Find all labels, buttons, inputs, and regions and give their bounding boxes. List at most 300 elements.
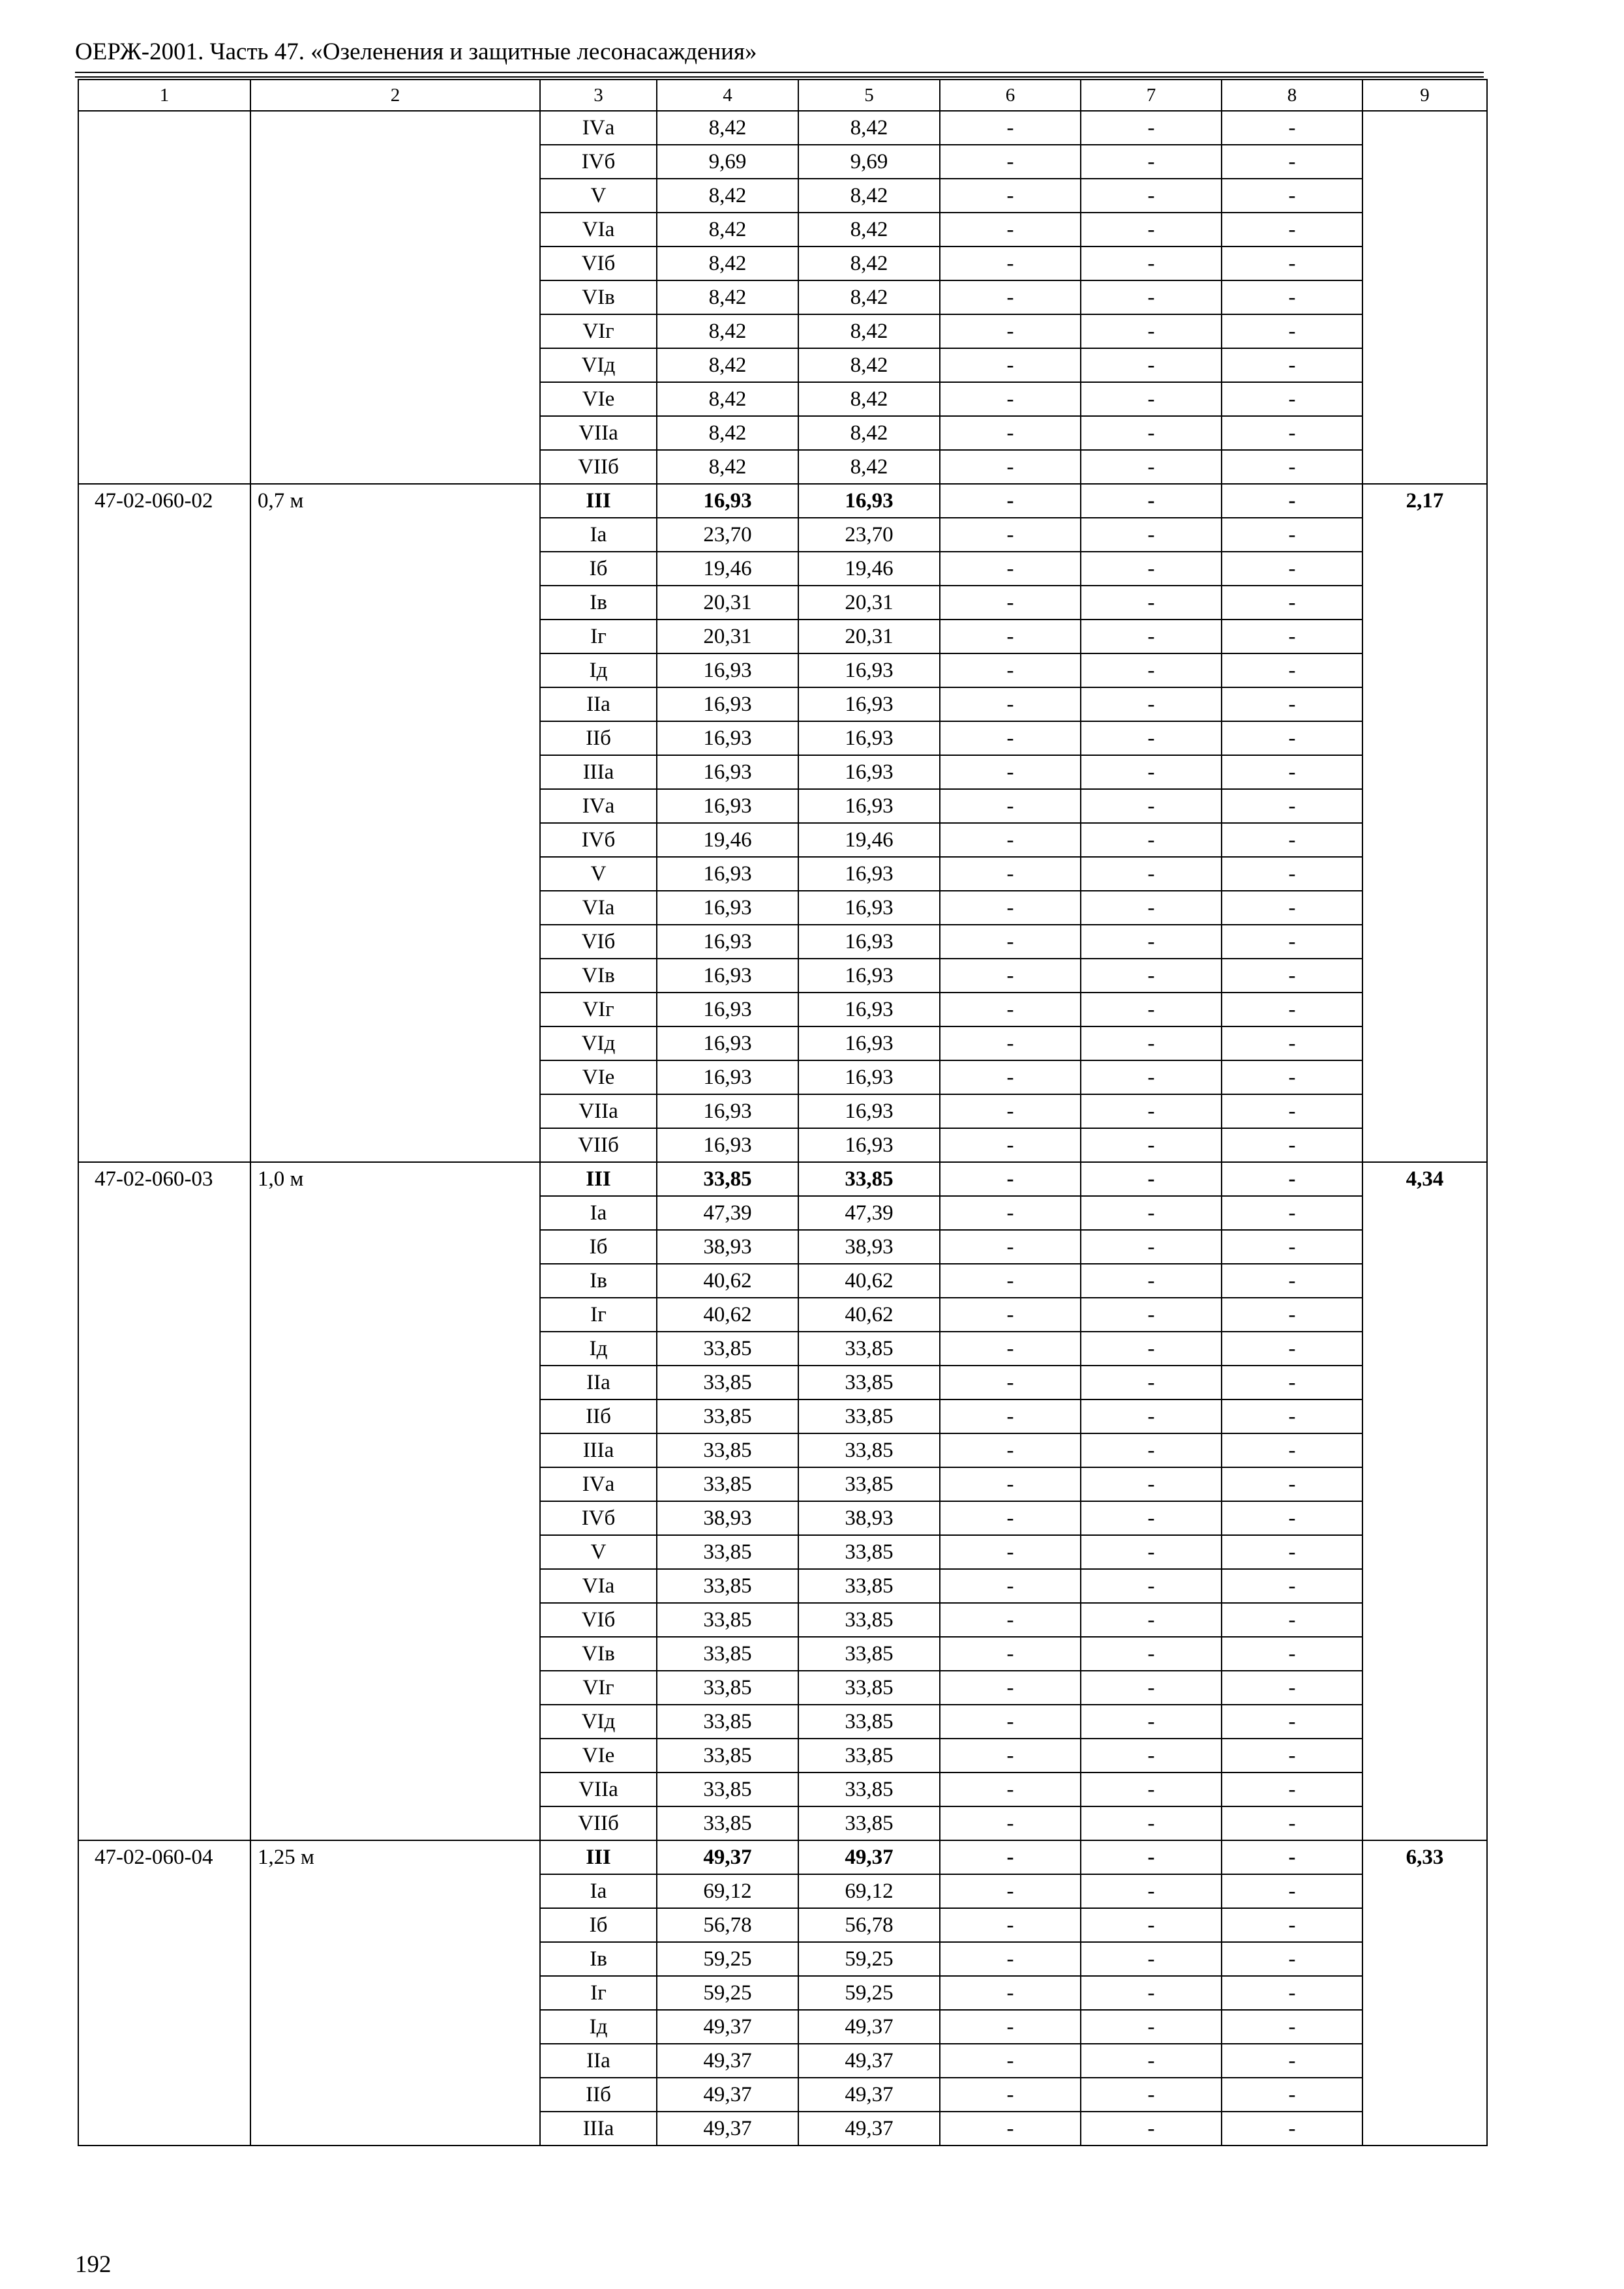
value-cell-c6: -: [940, 857, 1081, 891]
value-cell-c8: -: [1222, 2044, 1362, 2078]
zone-cell: VIв: [540, 959, 657, 993]
zone-cell: VIг: [540, 1671, 657, 1705]
zone-cell: VIа: [540, 213, 657, 247]
value-cell-c7: -: [1081, 348, 1222, 382]
column-9-cell: 4,34: [1362, 1162, 1487, 1840]
value-cell-c4: 33,85: [657, 1433, 798, 1467]
value-cell-c8: -: [1222, 348, 1362, 382]
value-cell-c8: -: [1222, 721, 1362, 755]
value-cell-c7: -: [1081, 1671, 1222, 1705]
value-cell-c4: 16,93: [657, 891, 798, 925]
value-cell-c7: -: [1081, 1196, 1222, 1230]
value-cell-c8: -: [1222, 1840, 1362, 1874]
item-code-cell: 47-02-060-04: [78, 1840, 250, 2146]
zone-cell: Iд: [540, 2010, 657, 2044]
value-cell-c6: -: [940, 1162, 1081, 1196]
value-cell-c5: 33,85: [798, 1535, 940, 1569]
value-cell-c8: -: [1222, 1298, 1362, 1332]
zone-cell: VIб: [540, 925, 657, 959]
zone-cell: IIб: [540, 721, 657, 755]
value-cell-c7: -: [1081, 586, 1222, 620]
value-cell-c8: -: [1222, 653, 1362, 687]
value-cell-c4: 9,69: [657, 145, 798, 179]
value-cell-c8: -: [1222, 823, 1362, 857]
value-cell-c5: 8,42: [798, 179, 940, 213]
value-cell-c5: 33,85: [798, 1366, 940, 1399]
value-cell-c6: -: [940, 552, 1081, 586]
value-cell-c7: -: [1081, 2078, 1222, 2112]
value-cell-c6: -: [940, 1128, 1081, 1162]
value-cell-c5: 16,93: [798, 891, 940, 925]
value-cell-c6: -: [940, 789, 1081, 823]
value-cell-c4: 33,85: [657, 1366, 798, 1399]
value-cell-c5: 49,37: [798, 2044, 940, 2078]
value-cell-c8: -: [1222, 959, 1362, 993]
zone-cell: VIа: [540, 1569, 657, 1603]
value-cell-c6: -: [940, 518, 1081, 552]
value-cell-c7: -: [1081, 1298, 1222, 1332]
column-number-header: [78, 80, 1487, 111]
value-cell-c5: 16,93: [798, 959, 940, 993]
value-cell-c7: -: [1081, 925, 1222, 959]
value-cell-c4: 33,85: [657, 1569, 798, 1603]
zone-cell: VIб: [540, 247, 657, 280]
value-cell-c6: -: [940, 1060, 1081, 1094]
zone-cell: Iв: [540, 586, 657, 620]
value-cell-c6: -: [940, 891, 1081, 925]
value-cell-c7: -: [1081, 111, 1222, 145]
value-cell-c5: 59,25: [798, 1976, 940, 2010]
zone-cell: IVа: [540, 789, 657, 823]
value-cell-c6: -: [940, 1874, 1081, 1908]
zone-cell: VIг: [540, 993, 657, 1026]
value-cell-c8: -: [1222, 1196, 1362, 1230]
value-cell-c6: -: [940, 2078, 1081, 2112]
value-cell-c8: -: [1222, 755, 1362, 789]
zone-cell: Iг: [540, 1976, 657, 2010]
value-cell-c6: -: [940, 280, 1081, 314]
column-number-2: 2: [250, 80, 540, 111]
value-cell-c4: 20,31: [657, 586, 798, 620]
value-cell-c4: 33,85: [657, 1332, 798, 1366]
value-cell-c8: -: [1222, 1874, 1362, 1908]
zone-cell: Iд: [540, 1332, 657, 1366]
zone-cell: V: [540, 857, 657, 891]
value-cell-c7: -: [1081, 1976, 1222, 2010]
value-cell-c7: -: [1081, 1874, 1222, 1908]
zone-cell: VIе: [540, 1060, 657, 1094]
value-cell-c8: -: [1222, 416, 1362, 450]
zone-cell: IVб: [540, 145, 657, 179]
zone-cell: VIа: [540, 891, 657, 925]
value-cell-c7: -: [1081, 484, 1222, 518]
value-cell-c5: 16,93: [798, 721, 940, 755]
value-cell-c6: -: [940, 1433, 1081, 1467]
value-cell-c8: -: [1222, 2010, 1362, 2044]
zone-cell: VIд: [540, 348, 657, 382]
value-cell-c6: -: [940, 1535, 1081, 1569]
value-cell-c6: -: [940, 1298, 1081, 1332]
value-cell-c5: 33,85: [798, 1637, 940, 1671]
value-cell-c5: 16,93: [798, 993, 940, 1026]
value-cell-c6: -: [940, 1671, 1081, 1705]
value-cell-c5: 8,42: [798, 111, 940, 145]
value-cell-c8: -: [1222, 620, 1362, 653]
value-cell-c7: -: [1081, 857, 1222, 891]
value-cell-c4: 49,37: [657, 2010, 798, 2044]
value-cell-c8: -: [1222, 1366, 1362, 1399]
value-cell-c8: -: [1222, 2078, 1362, 2112]
value-cell-c7: -: [1081, 1094, 1222, 1128]
value-cell-c4: 56,78: [657, 1908, 798, 1942]
value-cell-c6: -: [940, 416, 1081, 450]
value-cell-c8: -: [1222, 552, 1362, 586]
value-cell-c4: 38,93: [657, 1501, 798, 1535]
value-cell-c4: 40,62: [657, 1298, 798, 1332]
value-cell-c4: 16,93: [657, 687, 798, 721]
value-cell-c6: -: [940, 755, 1081, 789]
value-cell-c7: -: [1081, 1332, 1222, 1366]
value-cell-c6: -: [940, 1603, 1081, 1637]
value-cell-c7: -: [1081, 789, 1222, 823]
table-row: [78, 484, 1487, 518]
value-cell-c4: 20,31: [657, 620, 798, 653]
item-code-cell: 47-02-060-02: [78, 484, 250, 1162]
zone-cell: V: [540, 179, 657, 213]
value-cell-c7: -: [1081, 382, 1222, 416]
value-cell-c5: 33,85: [798, 1332, 940, 1366]
value-cell-c8: -: [1222, 1535, 1362, 1569]
value-cell-c8: -: [1222, 1976, 1362, 2010]
value-cell-c4: 33,85: [657, 1467, 798, 1501]
value-cell-c4: 33,85: [657, 1162, 798, 1196]
value-cell-c4: 33,85: [657, 1773, 798, 1806]
value-cell-c5: 33,85: [798, 1433, 940, 1467]
value-cell-c7: -: [1081, 1264, 1222, 1298]
value-cell-c6: -: [940, 620, 1081, 653]
value-cell-c8: -: [1222, 1637, 1362, 1671]
value-cell-c5: 8,42: [798, 450, 940, 484]
zone-cell: IVб: [540, 823, 657, 857]
value-cell-c5: 33,85: [798, 1162, 940, 1196]
value-cell-c4: 16,93: [657, 857, 798, 891]
value-cell-c5: 8,42: [798, 247, 940, 280]
value-cell-c4: 8,42: [657, 416, 798, 450]
zone-cell: VIIб: [540, 1806, 657, 1840]
value-cell-c8: -: [1222, 1094, 1362, 1128]
value-cell-c7: -: [1081, 1535, 1222, 1569]
column-number-8: 8: [1222, 80, 1362, 111]
value-cell-c8: -: [1222, 213, 1362, 247]
value-cell-c8: -: [1222, 586, 1362, 620]
value-cell-c6: -: [940, 348, 1081, 382]
value-cell-c7: -: [1081, 280, 1222, 314]
value-cell-c8: -: [1222, 1332, 1362, 1366]
value-cell-c4: 33,85: [657, 1671, 798, 1705]
value-cell-c6: -: [940, 213, 1081, 247]
value-cell-c4: 19,46: [657, 823, 798, 857]
value-cell-c6: -: [940, 1637, 1081, 1671]
column-number-4: 4: [657, 80, 798, 111]
value-cell-c8: -: [1222, 993, 1362, 1026]
value-cell-c5: 33,85: [798, 1399, 940, 1433]
value-cell-c4: 16,93: [657, 789, 798, 823]
value-cell-c8: -: [1222, 111, 1362, 145]
value-cell-c6: -: [940, 653, 1081, 687]
value-cell-c7: -: [1081, 416, 1222, 450]
zone-cell: III: [540, 1840, 657, 1874]
item-code-cell: 47-02-060-03: [78, 1162, 250, 1840]
value-cell-c5: 8,42: [798, 416, 940, 450]
zone-cell: VIIа: [540, 1094, 657, 1128]
value-cell-c5: 49,37: [798, 1840, 940, 1874]
value-cell-c6: -: [940, 925, 1081, 959]
value-cell-c8: -: [1222, 1942, 1362, 1976]
value-cell-c7: -: [1081, 891, 1222, 925]
value-cell-c5: 59,25: [798, 1942, 940, 1976]
table-row: [78, 1162, 1487, 1196]
value-cell-c6: -: [940, 993, 1081, 1026]
value-cell-c6: -: [940, 1569, 1081, 1603]
value-cell-c8: -: [1222, 1060, 1362, 1094]
table-row: [78, 1840, 1487, 1874]
value-cell-c7: -: [1081, 145, 1222, 179]
column-9-cell: 6,33: [1362, 1840, 1487, 2146]
zone-cell: Iа: [540, 518, 657, 552]
value-cell-c7: -: [1081, 687, 1222, 721]
value-cell-c7: -: [1081, 1569, 1222, 1603]
value-cell-c7: -: [1081, 653, 1222, 687]
value-cell-c5: 8,42: [798, 280, 940, 314]
zone-cell: IIб: [540, 2078, 657, 2112]
value-cell-c5: 16,93: [798, 1128, 940, 1162]
value-cell-c5: 47,39: [798, 1196, 940, 1230]
value-cell-c4: 49,37: [657, 2078, 798, 2112]
value-cell-c4: 8,42: [657, 111, 798, 145]
value-cell-c4: 8,42: [657, 213, 798, 247]
value-cell-c7: -: [1081, 213, 1222, 247]
value-cell-c8: -: [1222, 891, 1362, 925]
column-number-3: 3: [540, 80, 657, 111]
value-cell-c5: 16,93: [798, 1026, 940, 1060]
value-cell-c5: 56,78: [798, 1908, 940, 1942]
value-cell-c4: 16,93: [657, 1026, 798, 1060]
value-cell-c7: -: [1081, 1399, 1222, 1433]
value-cell-c6: -: [940, 382, 1081, 416]
zone-cell: Iб: [540, 1908, 657, 1942]
zone-cell: Iб: [540, 552, 657, 586]
value-cell-c5: 9,69: [798, 145, 940, 179]
value-cell-c6: -: [940, 1399, 1081, 1433]
value-cell-c5: 33,85: [798, 1806, 940, 1840]
zone-cell: VIб: [540, 1603, 657, 1637]
zone-cell: III: [540, 1162, 657, 1196]
item-code-cell: [78, 111, 250, 484]
value-cell-c8: -: [1222, 857, 1362, 891]
value-cell-c4: 8,42: [657, 280, 798, 314]
value-cell-c5: 33,85: [798, 1569, 940, 1603]
value-cell-c6: -: [940, 1264, 1081, 1298]
value-cell-c5: 16,93: [798, 484, 940, 518]
value-cell-c4: 59,25: [657, 1942, 798, 1976]
value-cell-c4: 59,25: [657, 1976, 798, 2010]
value-cell-c5: 8,42: [798, 382, 940, 416]
column-number-5: 5: [798, 80, 940, 111]
value-cell-c6: -: [940, 959, 1081, 993]
table-row: [78, 111, 1487, 145]
value-cell-c5: 38,93: [798, 1230, 940, 1264]
zone-cell: IIб: [540, 1399, 657, 1433]
zone-cell: IIа: [540, 2044, 657, 2078]
value-cell-c5: 33,85: [798, 1739, 940, 1773]
value-cell-c5: 33,85: [798, 1671, 940, 1705]
value-cell-c5: 16,93: [798, 755, 940, 789]
value-cell-c6: -: [940, 1467, 1081, 1501]
value-cell-c8: -: [1222, 1569, 1362, 1603]
value-cell-c7: -: [1081, 823, 1222, 857]
value-cell-c4: 33,85: [657, 1399, 798, 1433]
value-cell-c7: -: [1081, 2112, 1222, 2146]
value-cell-c5: 49,37: [798, 2112, 940, 2146]
page-number: 192: [75, 2251, 112, 2278]
value-cell-c8: -: [1222, 1806, 1362, 1840]
value-cell-c4: 33,85: [657, 1637, 798, 1671]
column-number-9: 9: [1362, 80, 1487, 111]
value-cell-c7: -: [1081, 1942, 1222, 1976]
column-number-7: 7: [1081, 80, 1222, 111]
value-cell-c5: 33,85: [798, 1705, 940, 1739]
value-cell-c6: -: [940, 1942, 1081, 1976]
value-cell-c7: -: [1081, 1060, 1222, 1094]
value-cell-c6: -: [940, 1501, 1081, 1535]
zone-cell: Iа: [540, 1196, 657, 1230]
zone-cell: Iв: [540, 1264, 657, 1298]
value-cell-c7: -: [1081, 1840, 1222, 1874]
value-cell-c8: -: [1222, 1908, 1362, 1942]
value-cell-c5: 33,85: [798, 1603, 940, 1637]
value-cell-c7: -: [1081, 179, 1222, 213]
value-cell-c8: -: [1222, 247, 1362, 280]
value-cell-c4: 8,42: [657, 247, 798, 280]
value-cell-c8: -: [1222, 2112, 1362, 2146]
zone-cell: Iб: [540, 1230, 657, 1264]
value-cell-c6: -: [940, 247, 1081, 280]
zone-cell: Iд: [540, 653, 657, 687]
value-cell-c4: 16,93: [657, 721, 798, 755]
value-cell-c7: -: [1081, 1026, 1222, 1060]
zone-cell: IVа: [540, 1467, 657, 1501]
value-cell-c6: -: [940, 450, 1081, 484]
value-cell-c6: -: [940, 2010, 1081, 2044]
value-cell-c4: 33,85: [657, 1806, 798, 1840]
value-cell-c7: -: [1081, 1128, 1222, 1162]
value-cell-c5: 49,37: [798, 2078, 940, 2112]
value-cell-c5: 8,42: [798, 348, 940, 382]
zone-cell: VIIб: [540, 450, 657, 484]
value-cell-c6: -: [940, 1840, 1081, 1874]
value-cell-c8: -: [1222, 145, 1362, 179]
value-cell-c6: -: [940, 586, 1081, 620]
value-cell-c5: 33,85: [798, 1467, 940, 1501]
value-cell-c5: 16,93: [798, 857, 940, 891]
value-cell-c7: -: [1081, 1366, 1222, 1399]
zone-cell: Iг: [540, 620, 657, 653]
value-cell-c7: -: [1081, 1739, 1222, 1773]
zone-cell: IIа: [540, 1366, 657, 1399]
value-cell-c6: -: [940, 2112, 1081, 2146]
value-cell-c8: -: [1222, 450, 1362, 484]
zone-cell: VIIб: [540, 1128, 657, 1162]
column-9-cell: [1362, 111, 1487, 484]
value-cell-c8: -: [1222, 789, 1362, 823]
value-cell-c6: -: [940, 1739, 1081, 1773]
value-cell-c6: -: [940, 145, 1081, 179]
value-cell-c6: -: [940, 1705, 1081, 1739]
header-rule-bottom: [75, 76, 1484, 78]
value-cell-c6: -: [940, 687, 1081, 721]
value-cell-c8: -: [1222, 1467, 1362, 1501]
zone-cell: IIIа: [540, 755, 657, 789]
value-cell-c5: 8,42: [798, 213, 940, 247]
zone-cell: VIд: [540, 1705, 657, 1739]
value-cell-c4: 8,42: [657, 382, 798, 416]
value-cell-c7: -: [1081, 247, 1222, 280]
item-parameter-cell: 1,0 м: [250, 1162, 540, 1840]
value-cell-c4: 40,62: [657, 1264, 798, 1298]
value-cell-c6: -: [940, 179, 1081, 213]
value-cell-c7: -: [1081, 1806, 1222, 1840]
zone-cell: Iв: [540, 1942, 657, 1976]
column-number-6: 6: [940, 80, 1081, 111]
value-cell-c8: -: [1222, 1026, 1362, 1060]
value-cell-c8: -: [1222, 179, 1362, 213]
zone-cell: IIIа: [540, 2112, 657, 2146]
value-cell-c4: 16,93: [657, 1128, 798, 1162]
value-cell-c7: -: [1081, 314, 1222, 348]
value-cell-c7: -: [1081, 755, 1222, 789]
zone-cell: VIе: [540, 382, 657, 416]
value-cell-c4: 49,37: [657, 2112, 798, 2146]
value-cell-c4: 49,37: [657, 1840, 798, 1874]
value-cell-c4: 16,93: [657, 959, 798, 993]
zone-cell: IIIа: [540, 1433, 657, 1467]
value-cell-c6: -: [940, 484, 1081, 518]
value-cell-c7: -: [1081, 1603, 1222, 1637]
value-cell-c4: 16,93: [657, 484, 798, 518]
zone-cell: VIIа: [540, 416, 657, 450]
value-cell-c5: 16,93: [798, 653, 940, 687]
value-cell-c7: -: [1081, 2010, 1222, 2044]
zone-cell: III: [540, 484, 657, 518]
value-cell-c5: 16,93: [798, 1094, 940, 1128]
value-cell-c5: 20,31: [798, 620, 940, 653]
value-cell-c8: -: [1222, 484, 1362, 518]
item-parameter-cell: 1,25 м: [250, 1840, 540, 2146]
value-cell-c5: 69,12: [798, 1874, 940, 1908]
value-cell-c6: -: [940, 721, 1081, 755]
value-cell-c4: 49,37: [657, 2044, 798, 2078]
value-cell-c4: 16,93: [657, 1094, 798, 1128]
header-rule-top: [75, 72, 1484, 73]
value-cell-c8: -: [1222, 1501, 1362, 1535]
value-cell-c5: 38,93: [798, 1501, 940, 1535]
zone-cell: IVа: [540, 111, 657, 145]
value-cell-c8: -: [1222, 518, 1362, 552]
zone-cell: IIа: [540, 687, 657, 721]
value-cell-c7: -: [1081, 1433, 1222, 1467]
value-cell-c7: -: [1081, 2044, 1222, 2078]
value-cell-c5: 40,62: [798, 1298, 940, 1332]
